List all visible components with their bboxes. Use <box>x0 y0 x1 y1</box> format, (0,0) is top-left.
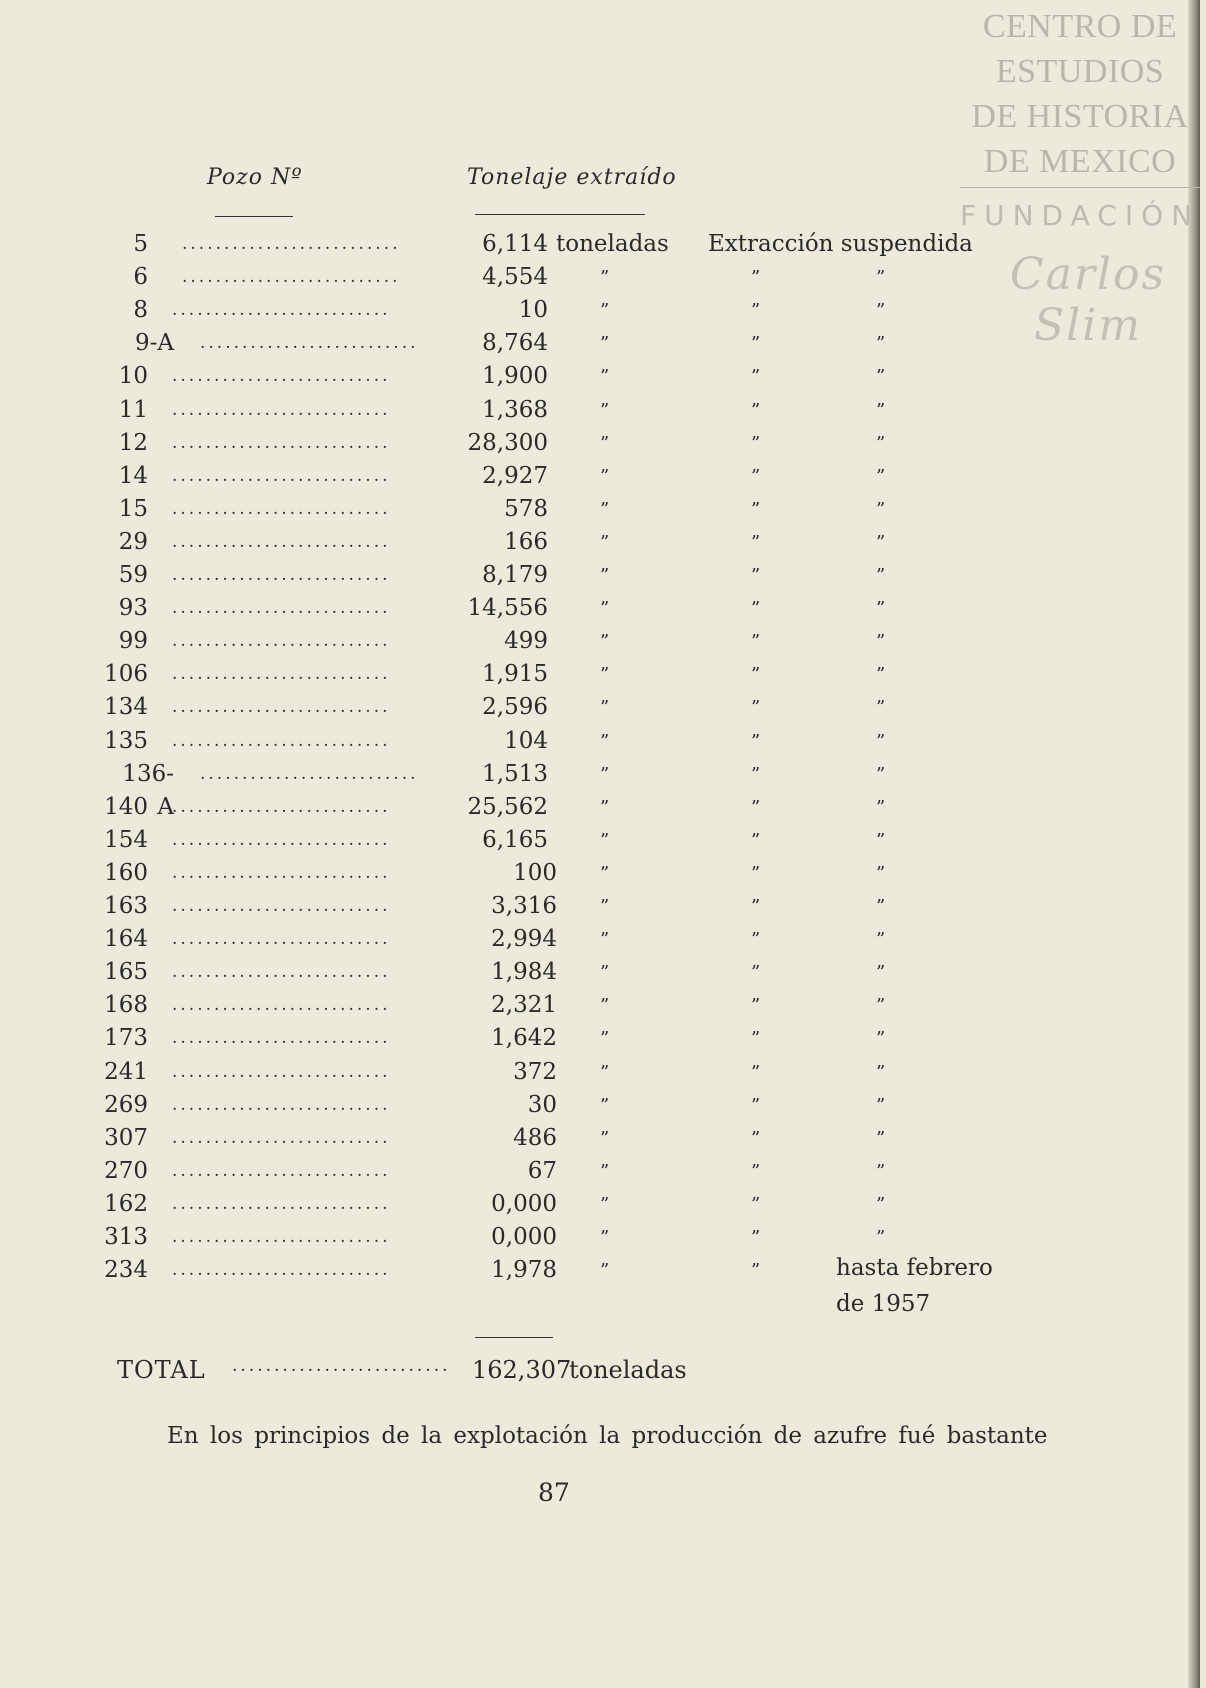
pozo-number: 6 <box>133 264 148 291</box>
header-pozo-rule <box>215 216 293 217</box>
leader-dots: .......................... <box>200 763 419 784</box>
ditto-mark: ” <box>751 896 761 917</box>
ditto-mark: ” <box>876 1193 886 1215</box>
ditto-mark: ” <box>600 1094 610 1116</box>
leader-dots: .......................... <box>172 1094 391 1115</box>
pozo-number: 136-A <box>122 760 174 820</box>
pozo-number: 59 <box>118 562 148 588</box>
ditto-mark: ” <box>876 896 886 917</box>
total-label: TOTAL <box>117 1356 206 1384</box>
table-row <box>0 956 1200 989</box>
table-row <box>0 1155 1200 1188</box>
ditto-mark: ” <box>876 796 886 818</box>
pozo-number: 165 <box>104 959 148 986</box>
ditto-mark: ” <box>751 995 761 1017</box>
ditto-mark: ” <box>751 498 761 520</box>
end-note <box>836 1250 993 1322</box>
ditto-mark: ” <box>600 432 610 454</box>
ditto-mark: ” <box>600 465 610 487</box>
watermark-line-2: ESTUDIOS <box>995 53 1165 90</box>
tonnage-value: 0,000 <box>491 1224 557 1250</box>
ditto-mark: ” <box>876 929 886 951</box>
leader-dots: .......................... <box>172 531 391 552</box>
tonnage-value: 4,554 <box>482 264 548 291</box>
leader-dots: .......................... <box>172 1260 391 1281</box>
ditto-mark: ” <box>600 1193 610 1215</box>
pozo-number: 29 <box>118 528 148 555</box>
ditto-mark: ” <box>600 862 610 884</box>
ditto-mark: ” <box>600 631 610 653</box>
tonnage-value: 166 <box>504 528 548 555</box>
ditto-mark: ” <box>751 531 761 553</box>
table-row <box>0 989 1200 1022</box>
table-row <box>0 725 1200 758</box>
pozo-number: 168 <box>104 992 148 1019</box>
table-row <box>0 1221 1200 1254</box>
tonnage-value: 6,114 <box>482 231 548 257</box>
tonnage-value: 8,179 <box>482 562 548 588</box>
pozo-number: 162 <box>104 1190 148 1217</box>
ditto-mark: ” <box>876 531 886 553</box>
total-leader-dots: .......................... <box>232 1356 451 1376</box>
ditto-mark: ” <box>600 267 610 289</box>
watermark-line-3: DE HISTORIA <box>971 98 1189 135</box>
ditto-mark: ” <box>876 267 886 289</box>
ditto-mark: ” <box>600 1260 610 1282</box>
table-row <box>0 1056 1200 1089</box>
ditto-mark: ” <box>751 1028 761 1050</box>
ditto-mark: ” <box>876 631 886 653</box>
ditto-mark: ” <box>751 929 761 951</box>
ditto-mark: ” <box>876 300 886 322</box>
ditto-mark: ” <box>600 1028 610 1050</box>
header-tonelaje-rule <box>475 214 645 215</box>
pozo-number: 270 <box>104 1157 148 1184</box>
paragraph: En los principios de la explotación la producción de azufre fué bastante <box>167 1423 1048 1449</box>
tonnage-value: 25,562 <box>467 793 548 820</box>
leader-dots: .......................... <box>200 333 419 354</box>
ditto-mark: ” <box>751 631 761 653</box>
ditto-mark: ” <box>751 697 761 719</box>
ditto-mark: ” <box>751 1227 761 1248</box>
tonnage-value: 3,316 <box>491 893 557 919</box>
pozo-number: 163 <box>104 893 148 919</box>
ditto-mark: ” <box>876 829 886 851</box>
ditto-mark: ” <box>600 366 610 388</box>
ditto-mark: ” <box>600 962 610 984</box>
ditto-mark: ” <box>751 829 761 851</box>
table-row <box>0 1122 1200 1155</box>
leader-dots: .......................... <box>182 267 401 288</box>
ditto-mark: ” <box>876 697 886 719</box>
ditto-mark: ” <box>751 598 761 620</box>
ditto-mark: ” <box>751 1160 761 1182</box>
pozo-number: 135 <box>104 727 148 754</box>
leader-dots: .......................... <box>172 929 391 950</box>
tonnage-value: 10 <box>518 297 548 324</box>
ditto-mark: ” <box>751 730 761 752</box>
ditto-mark: ” <box>600 730 610 752</box>
table-row <box>0 559 1200 592</box>
ditto-mark: ” <box>876 399 886 421</box>
ditto-mark: ” <box>751 962 761 984</box>
leader-dots: .......................... <box>172 1028 391 1049</box>
watermark-line-1: CENTRO DE <box>982 8 1178 45</box>
tonnage-value: 30 <box>527 1091 557 1118</box>
tonnage-value: 1,978 <box>491 1257 557 1284</box>
ditto-mark: ” <box>751 1260 761 1282</box>
ditto-mark: ” <box>751 1127 761 1149</box>
ditto-mark: ” <box>600 565 610 586</box>
pozo-number: 14 <box>118 462 148 489</box>
ditto-mark: ” <box>751 1094 761 1116</box>
tonnage-value: 372 <box>513 1058 557 1085</box>
pozo-number: 106 <box>104 661 148 688</box>
tonnage-value: 28,300 <box>467 429 548 456</box>
tonnage-value: 578 <box>504 495 548 522</box>
total-unit: toneladas <box>569 1356 687 1384</box>
leader-dots: .......................... <box>172 366 391 387</box>
table-row <box>0 294 1200 327</box>
pozo-number: 12 <box>118 429 148 456</box>
ditto-mark: ” <box>876 565 886 586</box>
ditto-mark: ” <box>600 796 610 818</box>
leader-dots: .......................... <box>172 1061 391 1082</box>
pozo-number: 234 <box>104 1257 148 1284</box>
watermark-signature: Carlos Slim <box>1009 249 1167 351</box>
tonnage-value: 2,596 <box>482 694 548 721</box>
ditto-mark: ” <box>600 1061 610 1083</box>
ditto-mark: ” <box>751 333 761 355</box>
table-row <box>0 625 1200 658</box>
ditto-mark: ” <box>600 1227 610 1248</box>
ditto-mark: ” <box>751 399 761 421</box>
ditto-mark: ” <box>600 498 610 520</box>
table-row <box>0 1089 1200 1122</box>
pozo-number: 269 <box>104 1091 148 1118</box>
tonnage-value: 1,900 <box>482 363 548 390</box>
watermark-fundacion: FUNDACIÓN <box>960 199 1201 232</box>
ditto-mark: ” <box>600 929 610 951</box>
leader-dots: .......................... <box>172 730 391 751</box>
ditto-mark: ” <box>876 333 886 355</box>
ditto-mark: ” <box>876 465 886 487</box>
tonnage-value: 1,642 <box>491 1025 557 1052</box>
leader-dots: .......................... <box>172 995 391 1016</box>
table-row <box>0 824 1200 857</box>
tonnage-value: 2,994 <box>491 926 557 953</box>
table-row <box>0 394 1200 427</box>
table-row <box>0 427 1200 460</box>
ditto-mark: ” <box>876 366 886 388</box>
leader-dots: .......................... <box>172 465 391 486</box>
tonnage-value: 1,368 <box>482 396 548 423</box>
pozo-number: 8 <box>133 297 148 324</box>
tonnage-value: 0,000 <box>491 1190 557 1217</box>
ditto-mark: ” <box>876 962 886 984</box>
leader-dots: .......................... <box>172 631 391 652</box>
ditto-mark: ” <box>600 664 610 686</box>
total-value: 162,307 <box>472 1356 572 1384</box>
leader-dots: .......................... <box>172 862 391 883</box>
ditto-mark: ” <box>876 730 886 752</box>
ditto-mark: ” <box>751 1061 761 1083</box>
ditto-mark: ” <box>876 1127 886 1149</box>
end-note-line-1: hasta febrero <box>836 1255 993 1282</box>
pozo-number: 241 <box>104 1058 148 1085</box>
ditto-mark: ” <box>600 1160 610 1182</box>
table-row <box>0 923 1200 956</box>
leader-dots: .......................... <box>172 1193 391 1214</box>
pozo-number: 154 <box>104 826 148 853</box>
table-row <box>0 691 1200 724</box>
tonnage-value: 1,513 <box>482 760 548 787</box>
table-row <box>0 261 1200 294</box>
tonnage-value: 67 <box>527 1157 557 1184</box>
tonnage-value: 499 <box>504 628 548 655</box>
leader-dots: .......................... <box>172 697 391 718</box>
ditto-mark: ” <box>876 1094 886 1116</box>
ditto-mark: ” <box>751 1193 761 1215</box>
ditto-mark: ” <box>751 366 761 388</box>
ditto-mark: ” <box>600 763 610 785</box>
tonnage-value: 14,556 <box>467 595 548 622</box>
table-row <box>0 460 1200 493</box>
table-row <box>0 1254 1200 1318</box>
tonnage-value: 104 <box>504 727 548 754</box>
leader-dots: .......................... <box>172 962 391 983</box>
ditto-mark: ” <box>600 598 610 620</box>
ditto-mark: ” <box>751 465 761 487</box>
status-text: Extracción suspendida <box>708 231 973 257</box>
table-row <box>0 327 1200 360</box>
ditto-mark: ” <box>600 995 610 1017</box>
leader-dots: .......................... <box>172 432 391 453</box>
ditto-mark: ” <box>600 829 610 851</box>
pozo-number: 134 <box>104 694 148 721</box>
ditto-mark: ” <box>876 498 886 520</box>
total-rule <box>475 1337 553 1338</box>
ditto-mark: ” <box>876 598 886 620</box>
page-number: 87 <box>538 1478 570 1507</box>
pozo-number: 140 <box>104 793 148 820</box>
ditto-mark: ” <box>600 1127 610 1149</box>
tonnage-unit: toneladas <box>556 231 669 257</box>
ditto-mark: ” <box>876 664 886 686</box>
tonnage-value: 2,321 <box>491 992 557 1019</box>
tonnage-value: 2,927 <box>482 462 548 489</box>
leader-dots: .......................... <box>172 796 391 817</box>
table-row <box>0 493 1200 526</box>
ditto-mark: ” <box>876 1028 886 1050</box>
watermark <box>960 4 1201 351</box>
ditto-mark: ” <box>600 531 610 553</box>
pozo-number: 93 <box>118 595 148 622</box>
pozo-number: 173 <box>104 1025 148 1052</box>
ditto-mark: ” <box>876 1160 886 1182</box>
ditto-mark: ” <box>600 300 610 322</box>
tonnage-value: 100 <box>513 859 557 886</box>
tonnage-value: 8,764 <box>482 330 548 357</box>
leader-dots: .......................... <box>172 664 391 685</box>
pozo-number: 11 <box>118 396 148 423</box>
leader-dots: .......................... <box>172 896 391 916</box>
table-row <box>0 857 1200 890</box>
ditto-mark: ” <box>751 267 761 289</box>
table-row <box>0 526 1200 559</box>
pozo-number: 307 <box>104 1124 148 1151</box>
pozo-number: 160 <box>104 859 148 886</box>
leader-dots: .......................... <box>172 565 391 585</box>
ditto-mark: ” <box>876 862 886 884</box>
leader-dots: .......................... <box>172 1127 391 1148</box>
ditto-mark: ” <box>876 1227 886 1248</box>
ditto-mark: ” <box>751 763 761 785</box>
end-note-line-2: de 1957 <box>836 1291 931 1318</box>
ditto-mark: ” <box>751 796 761 818</box>
leader-dots: .......................... <box>172 598 391 619</box>
leader-dots: .......................... <box>172 1227 391 1247</box>
pozo-number: 9-A <box>134 330 174 357</box>
ditto-mark: ” <box>876 432 886 454</box>
leader-dots: .......................... <box>172 498 391 519</box>
ditto-mark: ” <box>600 697 610 719</box>
leader-dots: .......................... <box>172 300 391 321</box>
leader-dots: .......................... <box>172 399 391 420</box>
tonnage-value: 6,165 <box>482 826 548 853</box>
pozo-number: 99 <box>118 628 148 655</box>
ditto-mark: ” <box>876 1061 886 1083</box>
tonnage-value: 1,984 <box>491 959 557 986</box>
table-row <box>0 360 1200 393</box>
table-row <box>0 1188 1200 1221</box>
leader-dots: .......................... <box>172 829 391 850</box>
tonnage-value: 1,915 <box>482 661 548 688</box>
table-row <box>0 1022 1200 1055</box>
tonnage-value: 486 <box>513 1124 557 1151</box>
header-tonelaje: Tonelaje extraído <box>467 165 677 190</box>
ditto-mark: ” <box>876 763 886 785</box>
pozo-number: 313 <box>104 1224 148 1250</box>
ditto-mark: ” <box>751 565 761 586</box>
table-row <box>0 228 1200 261</box>
table-row <box>0 658 1200 691</box>
watermark-line-4: DE MEXICO <box>983 143 1177 180</box>
table-row <box>0 791 1200 824</box>
ditto-mark: ” <box>751 432 761 454</box>
header-pozo: Pozo Nº <box>207 165 303 190</box>
leader-dots: .......................... <box>172 1160 391 1181</box>
leader-dots: .......................... <box>182 234 401 254</box>
ditto-mark: ” <box>751 300 761 322</box>
ditto-mark: ” <box>600 399 610 421</box>
watermark-divider <box>960 187 1200 188</box>
ditto-mark: ” <box>600 896 610 917</box>
pozo-number: 164 <box>104 926 148 953</box>
pozo-number: 5 <box>133 231 148 257</box>
ditto-mark: ” <box>751 862 761 884</box>
table-row <box>0 890 1200 923</box>
ditto-mark: ” <box>751 664 761 686</box>
ditto-mark: ” <box>600 333 610 355</box>
table-row <box>0 592 1200 625</box>
pozo-number: 10 <box>118 363 148 390</box>
ditto-mark: ” <box>876 995 886 1017</box>
pozo-number: 15 <box>118 495 148 522</box>
